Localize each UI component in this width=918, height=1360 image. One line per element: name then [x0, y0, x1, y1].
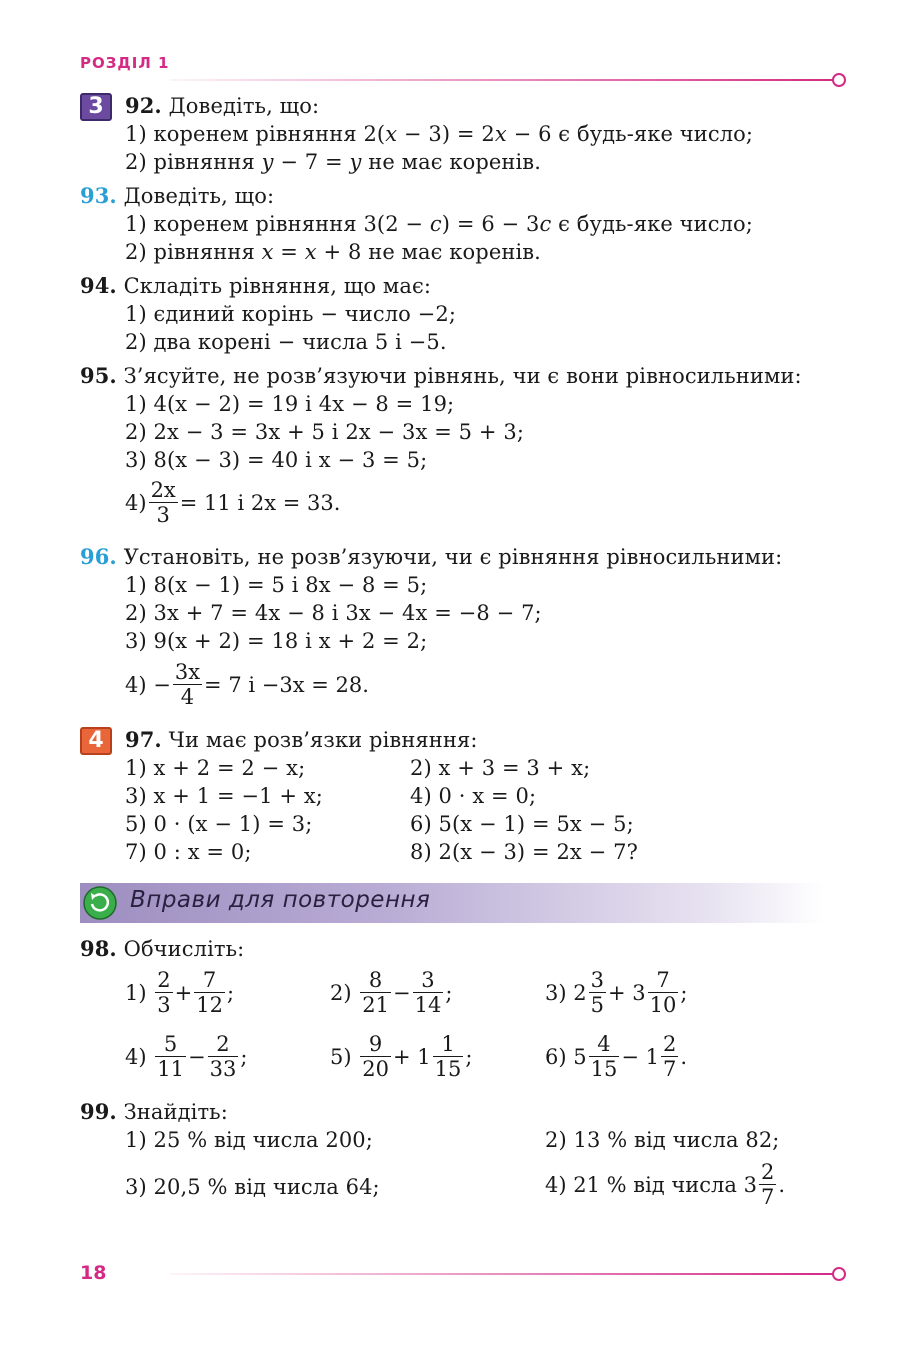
problem-97-item-3: 3) x + 1 = −1 + x; — [125, 784, 323, 808]
problem-98-expr-4: 4) $\frac{5}{11}$ − $\frac{2}{33}$ ; — [125, 1032, 248, 1081]
problem-95-item-1: 1) 4(x − 2) = 19 і 4x − 8 = 19; — [125, 392, 455, 416]
circular-arrow-icon — [82, 885, 118, 921]
problem-98-expr-5: 5) $\frac{9}{20}$ + 1 $\frac{1}{15}$ ; — [330, 1032, 473, 1081]
problem-99-item-2: 2) 13 % від числа 82; — [545, 1128, 780, 1152]
problem-99-item-3: 3) 20,5 % від числа 64; — [125, 1175, 380, 1199]
fraction: $\frac{2}{7}$ — [663, 1032, 677, 1081]
level-4-badge: 4 — [80, 727, 112, 755]
fraction: $\frac{8}{21}$ — [362, 968, 389, 1017]
problem-93-item-1: 1) коренем рівняння 3(2 − c) = 6 − 3c є будь-яке число; — [125, 212, 753, 236]
problem-93-title: 93. Доведіть, що: — [80, 183, 275, 208]
problem-97-item-6: 6) 5(x − 1) = 5x − 5; — [410, 812, 634, 836]
problem-95-title: 95. З’ясуйте, не розв’язуючи рівнянь, чи є вони рівносильними: — [80, 363, 802, 388]
level-3-badge: 3 — [80, 93, 112, 121]
problem-94-item-1: 1) єдиний корінь − число −2; — [125, 302, 457, 326]
problem-98-expr-2: 2) $\frac{8}{21}$ − $\frac{3}{14}$ ; — [330, 968, 453, 1017]
problem-95-item-4: 4) $\frac{2x}{3}$ = 11 і 2x = 33. — [125, 478, 341, 527]
problem-92-item-1: 1) коренем рівняння 2(x − 3) = 2x − 6 є будь-яке число; — [125, 122, 754, 146]
problem-93-item-2: 2) рівняння x = x + 8 не має коренів. — [125, 240, 541, 264]
footer-rule-end-icon — [832, 1267, 846, 1281]
problem-98-title: 98. Обчисліть: — [80, 936, 245, 961]
problem-94-item-2: 2) два корені − числа 5 і −5. — [125, 330, 447, 354]
fraction: $\frac{2x}{3}$ — [150, 478, 176, 527]
problem-94-title: 94. Складіть рівняння, що має: — [80, 273, 432, 298]
problem-99-item-1: 1) 25 % від числа 200; — [125, 1128, 373, 1152]
problem-96-title: 96. Установіть, не розв’язуючи, чи є рівняння рівносильними: — [80, 544, 783, 569]
problem-97-item-1: 1) x + 2 = 2 − x; — [125, 756, 306, 780]
problem-92-title: 92. Доведіть, що: — [125, 93, 320, 118]
problem-96-item-2: 2) 3x + 7 = 4x − 8 і 3x − 4x = −8 − 7; — [125, 601, 542, 625]
problem-97-item-2: 2) x + 3 = 3 + x; — [410, 756, 591, 780]
problem-97-item-5: 5) 0 · (x − 1) = 3; — [125, 812, 313, 836]
footer-rule — [170, 1273, 833, 1275]
problem-92-item-2: 2) рівняння y − 7 = y не має коренів. — [125, 150, 541, 174]
page-number: 18 — [80, 1262, 107, 1284]
fraction: $\frac{4}{15}$ — [590, 1032, 618, 1081]
fraction: $\frac{9}{20}$ — [362, 1032, 389, 1081]
fraction: $\frac{1}{15}$ — [434, 1032, 462, 1081]
review-banner-title: Вправи для повторення — [130, 887, 431, 913]
fraction: $\frac{3x}{4}$ — [174, 660, 201, 709]
section-header: РОЗДІЛ 1 — [80, 54, 170, 72]
header-rule — [170, 79, 833, 81]
problem-99-title: 99. Знайдіть: — [80, 1099, 228, 1124]
problem-96-item-4: 4) − $\frac{3x}{4}$ = 7 і −3x = 28. — [125, 660, 369, 709]
problem-97-item-7: 7) 0 : x = 0; — [125, 840, 252, 864]
problem-95-item-3: 3) 8(x − 3) = 40 і x − 3 = 5; — [125, 448, 428, 472]
problem-96-item-3: 3) 9(x + 2) = 18 і x + 2 = 2; — [125, 629, 428, 653]
header-rule-end-icon — [832, 73, 846, 87]
problem-95-item-2: 2) 2x − 3 = 3x + 5 і 2x − 3x = 5 + 3; — [125, 420, 525, 444]
problem-98-expr-6: 6) 5 $\frac{4}{15}$ − 1 $\frac{2}{7}$ . — [545, 1032, 688, 1081]
fraction: $\frac{7}{10}$ — [649, 968, 677, 1017]
problem-98-expr-3: 3) 2 $\frac{3}{5}$ + 3 $\frac{7}{10}$ ; — [545, 968, 688, 1017]
problem-98-expr-1: 1) $\frac{2}{3}$ + $\frac{7}{12}$ ; — [125, 968, 235, 1017]
fraction: $\frac{2}{7}$ — [760, 1160, 775, 1209]
fraction: $\frac{3}{14}$ — [414, 968, 442, 1017]
fraction: $\frac{5}{11}$ — [157, 1032, 184, 1081]
fraction: $\frac{2}{3}$ — [157, 968, 171, 1017]
fraction: $\frac{7}{12}$ — [196, 968, 223, 1017]
problem-97-item-8: 8) 2(x − 3) = 2x − 7? — [410, 840, 638, 864]
fraction: $\frac{3}{5}$ — [590, 968, 604, 1017]
fraction: $\frac{2}{33}$ — [209, 1032, 237, 1081]
problem-97-item-4: 4) 0 · x = 0; — [410, 784, 537, 808]
problem-97-title: 97. Чи має розв’язки рівняння: — [125, 727, 478, 752]
problem-96-item-1: 1) 8(x − 1) = 5 і 8x − 8 = 5; — [125, 573, 428, 597]
problem-99-item-4: 4) 21 % від числа 3 $\frac{2}{7}$ . — [545, 1160, 786, 1209]
